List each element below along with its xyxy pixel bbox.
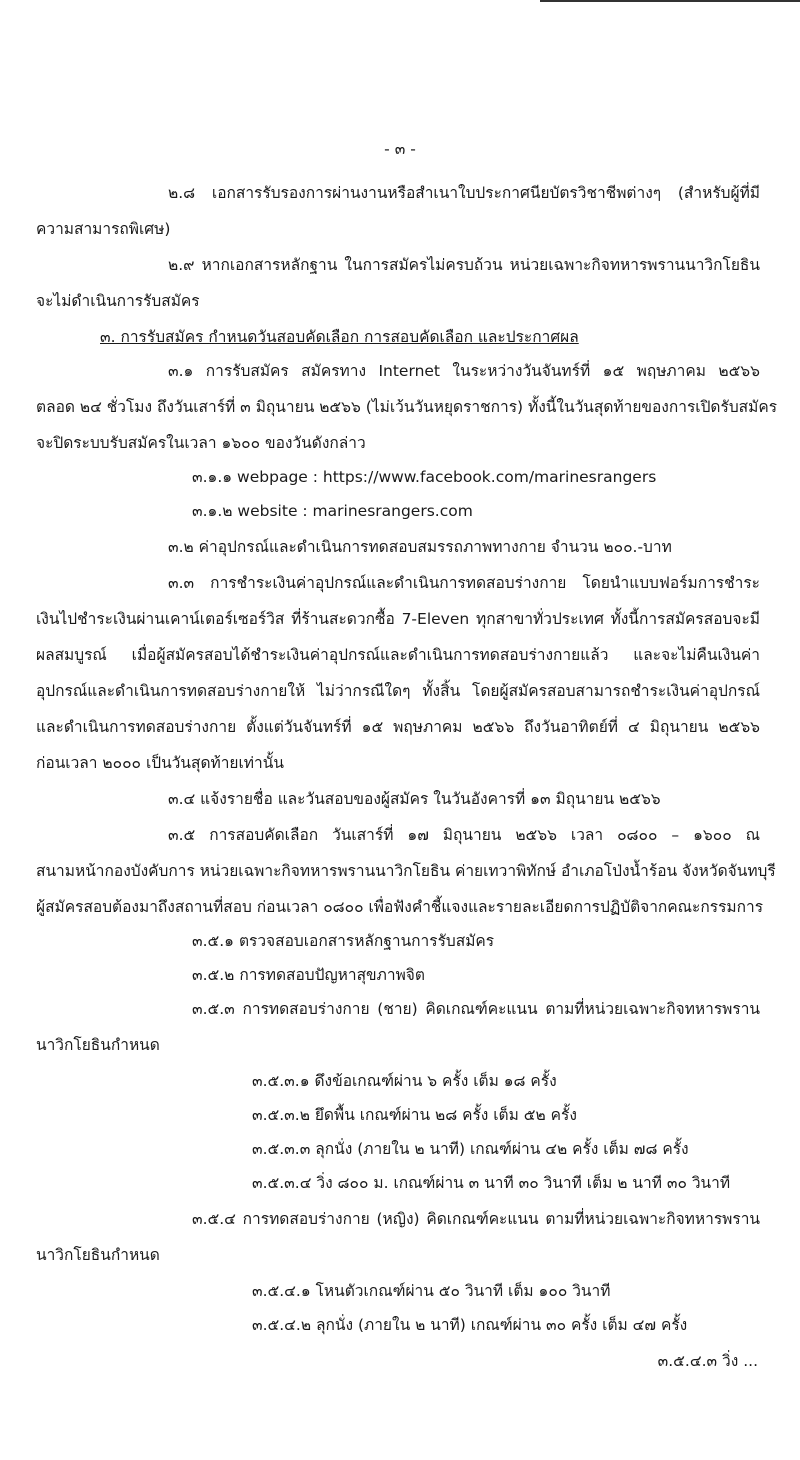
item-3-5-3-4: ๓.๕.๓.๔ วิ่ง ๘๐๐ ม. เกณฑ์ผ่าน ๓ นาที ๓๐ วินาที เต็ม ๒ นาที ๓๐ วินาที	[252, 1174, 731, 1192]
page-number: - ๓ -	[384, 140, 416, 158]
paragraph-2-8-line-2: ความสามารถพิเศษ)	[36, 220, 171, 238]
paragraph-2-9-line-1: ๒.๙ หากเอกสารหลักฐาน ในการสมัครไม่ครบถ้วน หน่วยเฉพาะกิจทหารพรานนาวิกโยธิน	[168, 256, 760, 274]
scan-border-line	[540, 0, 800, 2]
paragraph-3-4: ๓.๔ แจ้งรายชื่อ และวันสอบของผู้สมัคร ในวันอังคารที่ ๑๓ มิถุนายน ๒๕๖๖	[168, 790, 661, 808]
continuation-marker: ๓.๕.๔.๓ วิ่ง ...	[657, 1352, 758, 1370]
item-3-1-2-website: ๓.๑.๒ website : marinesrangers.com	[192, 502, 473, 520]
item-3-5-2: ๓.๕.๒ การทดสอบปัญหาสุขภาพจิต	[192, 966, 425, 984]
item-3-5-4-line-2: นาวิกโยธินกำหนด	[36, 1246, 160, 1264]
item-3-5-1: ๓.๕.๑ ตรวจสอบเอกสารหลักฐานการรับสมัคร	[192, 932, 495, 950]
item-3-5-3-line-2: นาวิกโยธินกำหนด	[36, 1036, 160, 1054]
item-3-5-3-2: ๓.๕.๓.๒ ยึดพื้น เกณฑ์ผ่าน ๒๘ ครั้ง เต็ม ๕๒ ครั้ง	[252, 1106, 577, 1124]
paragraph-3-3-line-5: และดำเนินการทดสอบร่างกาย ตั้งแต่วันจันทร์ที่ ๑๕ พฤษภาคม ๒๕๖๖ ถึงวันอาทิตย์ที่ ๔ มิถุนายน ๒๕๖๖	[36, 718, 760, 736]
item-3-5-3-1: ๓.๕.๓.๑ ดึงข้อเกณฑ์ผ่าน ๖ ครั้ง เต็ม ๑๘ ครั้ง	[252, 1072, 557, 1090]
paragraph-3-1-line-1: ๓.๑ การรับสมัคร สมัครทาง Internet ในระหว่างวันจันทร์ที่ ๑๕ พฤษภาคม ๒๕๖๖	[168, 362, 760, 380]
paragraph-3-5-line-2: สนามหน้ากองบังคับการ หน่วยเฉพาะกิจทหารพรานนาวิกโยธิน ค่ายเทวาพิทักษ์ อำเภอโป่งน้ำร้อน จังหวัดจันทบุรี	[36, 862, 776, 880]
paragraph-3-5-line-3: ผู้สมัครสอบต้องมาถึงสถานที่สอบ ก่อนเวลา ๐๘๐๐ เพื่อฟังคำชี้แจงและรายละเอียดการปฏิบัติจากคณะกรรมการ	[36, 898, 764, 916]
paragraph-3-3-line-1: ๓.๓ การชำระเงินค่าอุปกรณ์และดำเนินการทดสอบร่างกาย โดยนำแบบฟอร์มการชำระ	[168, 574, 760, 592]
paragraph-2-9-line-2: จะไม่ดำเนินการรับสมัคร	[36, 292, 200, 310]
item-3-5-3-3: ๓.๕.๓.๓ ลุกนั่ง (ภายใน ๒ นาที) เกณฑ์ผ่าน ๔๒ ครั้ง เต็ม ๗๘ ครั้ง	[252, 1140, 689, 1158]
item-3-5-3-line-1: ๓.๕.๓ การทดสอบร่างกาย (ชาย) คิดเกณฑ์คะแนน ตามที่หน่วยเฉพาะกิจทหารพราน	[192, 1000, 760, 1018]
paragraph-3-1-line-3: จะปิดระบบรับสมัครในเวลา ๑๖๐๐ ของวันดังกล่าว	[36, 434, 366, 452]
paragraph-3-3-line-2: เงินไปชำระเงินผ่านเคาน์เตอร์เซอร์วิส ที่ร้านสะดวกซื้อ 7-Eleven ทุกสาขาทั่วประเทศ ทั้งนี้การสมัครสอบจะมี	[36, 610, 760, 628]
item-3-1-1-webpage: ๓.๑.๑ webpage : https://www.facebook.com/marinesrangers	[192, 468, 657, 486]
paragraph-3-5-line-1: ๓.๕ การสอบคัดเลือก วันเสาร์ที่ ๑๗ มิถุนายน ๒๕๖๖ เวลา ๐๘๐๐ – ๑๖๐๐ ณ	[168, 826, 760, 844]
paragraph-3-3-line-6: ก่อนเวลา ๒๐๐๐ เป็นวันสุดท้ายเท่านั้น	[36, 754, 284, 772]
item-3-5-4-2: ๓.๕.๔.๒ ลุกนั่ง (ภายใน ๒ นาที) เกณฑ์ผ่าน ๓๐ ครั้ง เต็ม ๔๗ ครั้ง	[252, 1316, 688, 1334]
paragraph-3-2: ๓.๒ ค่าอุปกรณ์และดำเนินการทดสอบสมรรถภาพทางกาย จำนวน ๒๐๐.-บาท	[168, 538, 672, 556]
paragraph-2-8-line-1: ๒.๘ เอกสารรับรองการผ่านงานหรือสำเนาใบประกาศนียบัตรวิชาชีพต่างๆ (สำหรับผู้ที่มี	[168, 184, 760, 202]
section-3-heading: ๓. การรับสมัคร กำหนดวันสอบคัดเลือก การสอบคัดเลือก และประกาศผล	[100, 328, 579, 346]
paragraph-3-3-line-3: ผลสมบูรณ์ เมื่อผู้สมัครสอบได้ชำระเงินค่าอุปกรณ์และดำเนินการทดสอบร่างกายแล้ว และจะไม่คืนเงินค่า	[36, 646, 760, 664]
paragraph-3-1-line-2: ตลอด ๒๔ ชั่วโมง ถึงวันเสาร์ที่ ๓ มิถุนายน ๒๕๖๖ (ไม่เว้นวันหยุดราชการ) ทั้งนี้ในวันสุดท้ายของการเปิดรับสมัคร	[36, 398, 778, 416]
item-3-5-4-1: ๓.๕.๔.๑ โหนตัวเกณฑ์ผ่าน ๕๐ วินาที เต็ม ๑๐๐ วินาที	[252, 1282, 611, 1300]
paragraph-3-3-line-4: อุปกรณ์และดำเนินการทดสอบร่างกายให้ ไม่ว่ากรณีใดๆ ทั้งสิ้น โดยผู้สมัครสอบสามารถชำระเงินค่าอุปกรณ์	[36, 682, 760, 700]
item-3-5-4-line-1: ๓.๕.๔ การทดสอบร่างกาย (หญิง) คิดเกณฑ์คะแนน ตามที่หน่วยเฉพาะกิจทหารพราน	[192, 1210, 760, 1228]
